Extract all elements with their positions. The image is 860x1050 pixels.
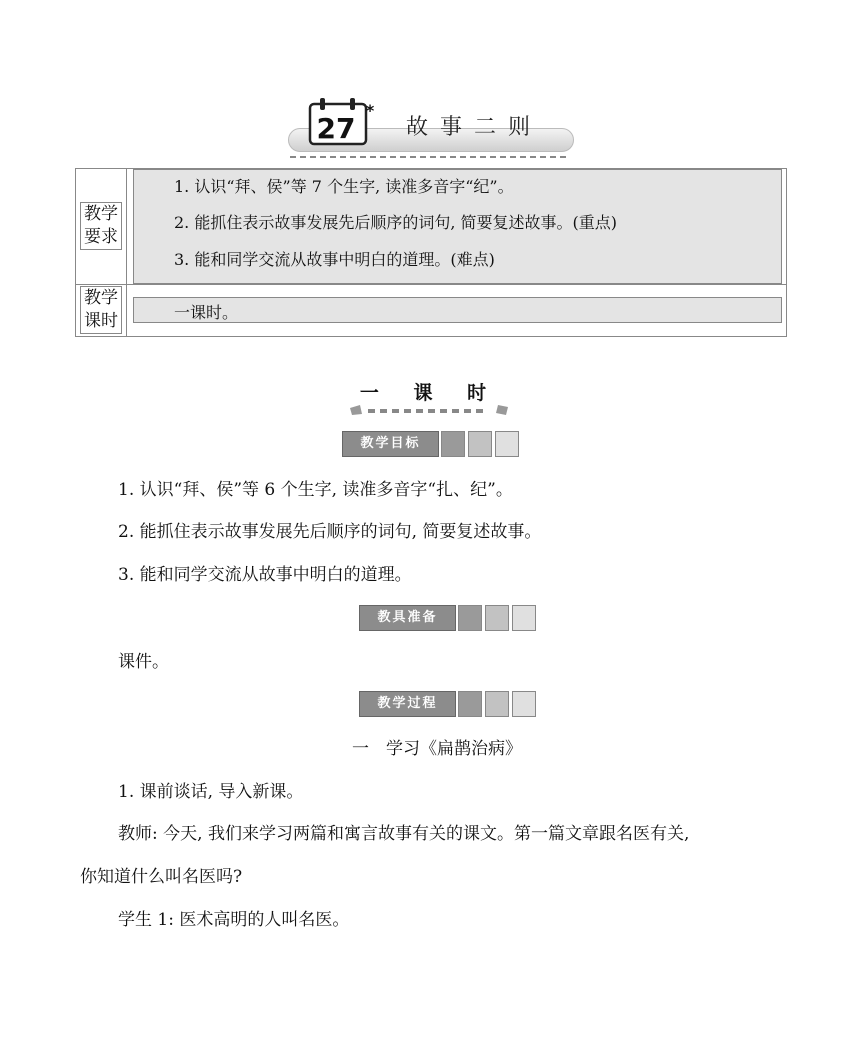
hours-value: 一课时。 [174, 303, 239, 322]
materials-text: 课件。 [118, 652, 169, 672]
process-paragraph: 教师: 今天, 我们来学习两篇和寓言故事有关的课文。第一篇文章跟名医有关, [118, 824, 690, 844]
lesson-asterisk: * [365, 101, 375, 120]
session-dotted-rule [350, 405, 510, 415]
objective-item: 2. 能抓住表示故事发展先后顺序的词句, 简要复述故事。 [118, 522, 542, 542]
section-tag-label: 教学过程 [359, 691, 456, 717]
requirement-item: 3. 能和同学交流从故事中明白的道理。(难点) [174, 250, 495, 269]
requirements-panel [133, 169, 782, 284]
table-row-divider [76, 284, 786, 285]
hours-label: 教学 课时 [76, 286, 126, 334]
lesson-title: 故事二则 [406, 115, 543, 140]
process-paragraph: 学生 1: 医术高明的人叫名医。 [118, 910, 350, 930]
objective-item: 3. 能和同学交流从故事中明白的道理。 [118, 565, 412, 585]
requirement-item: 2. 能抓住表示故事发展先后顺序的词句, 简要复述故事。(重点) [174, 213, 618, 232]
table-divider [126, 169, 127, 336]
requirements-table [75, 168, 787, 337]
calendar-icon [306, 96, 380, 146]
requirement-item: 1. 认识“拜、侯”等 7 个生字, 读准多音字“纪”。 [174, 177, 514, 196]
title-dotted-rule [290, 156, 566, 158]
objective-item: 1. 认识“拜、侯”等 6 个生字, 读准多音字“扎、纪”。 [118, 480, 513, 500]
lesson-header [280, 88, 580, 163]
process-paragraph: 1. 课前谈话, 导入新课。 [118, 782, 304, 802]
process-subheading: 一 学习《扁鹊治病》 [352, 739, 522, 759]
session-title: 一 课 时 [359, 382, 501, 404]
requirements-label: 教学 要求 [76, 202, 126, 250]
section-tag-label: 教具准备 [359, 605, 456, 631]
lesson-number: 27 [316, 112, 356, 145]
hours-panel [133, 297, 782, 323]
section-tag-label: 教学目标 [342, 431, 439, 457]
process-paragraph: 你知道什么叫名医吗? [80, 867, 243, 887]
